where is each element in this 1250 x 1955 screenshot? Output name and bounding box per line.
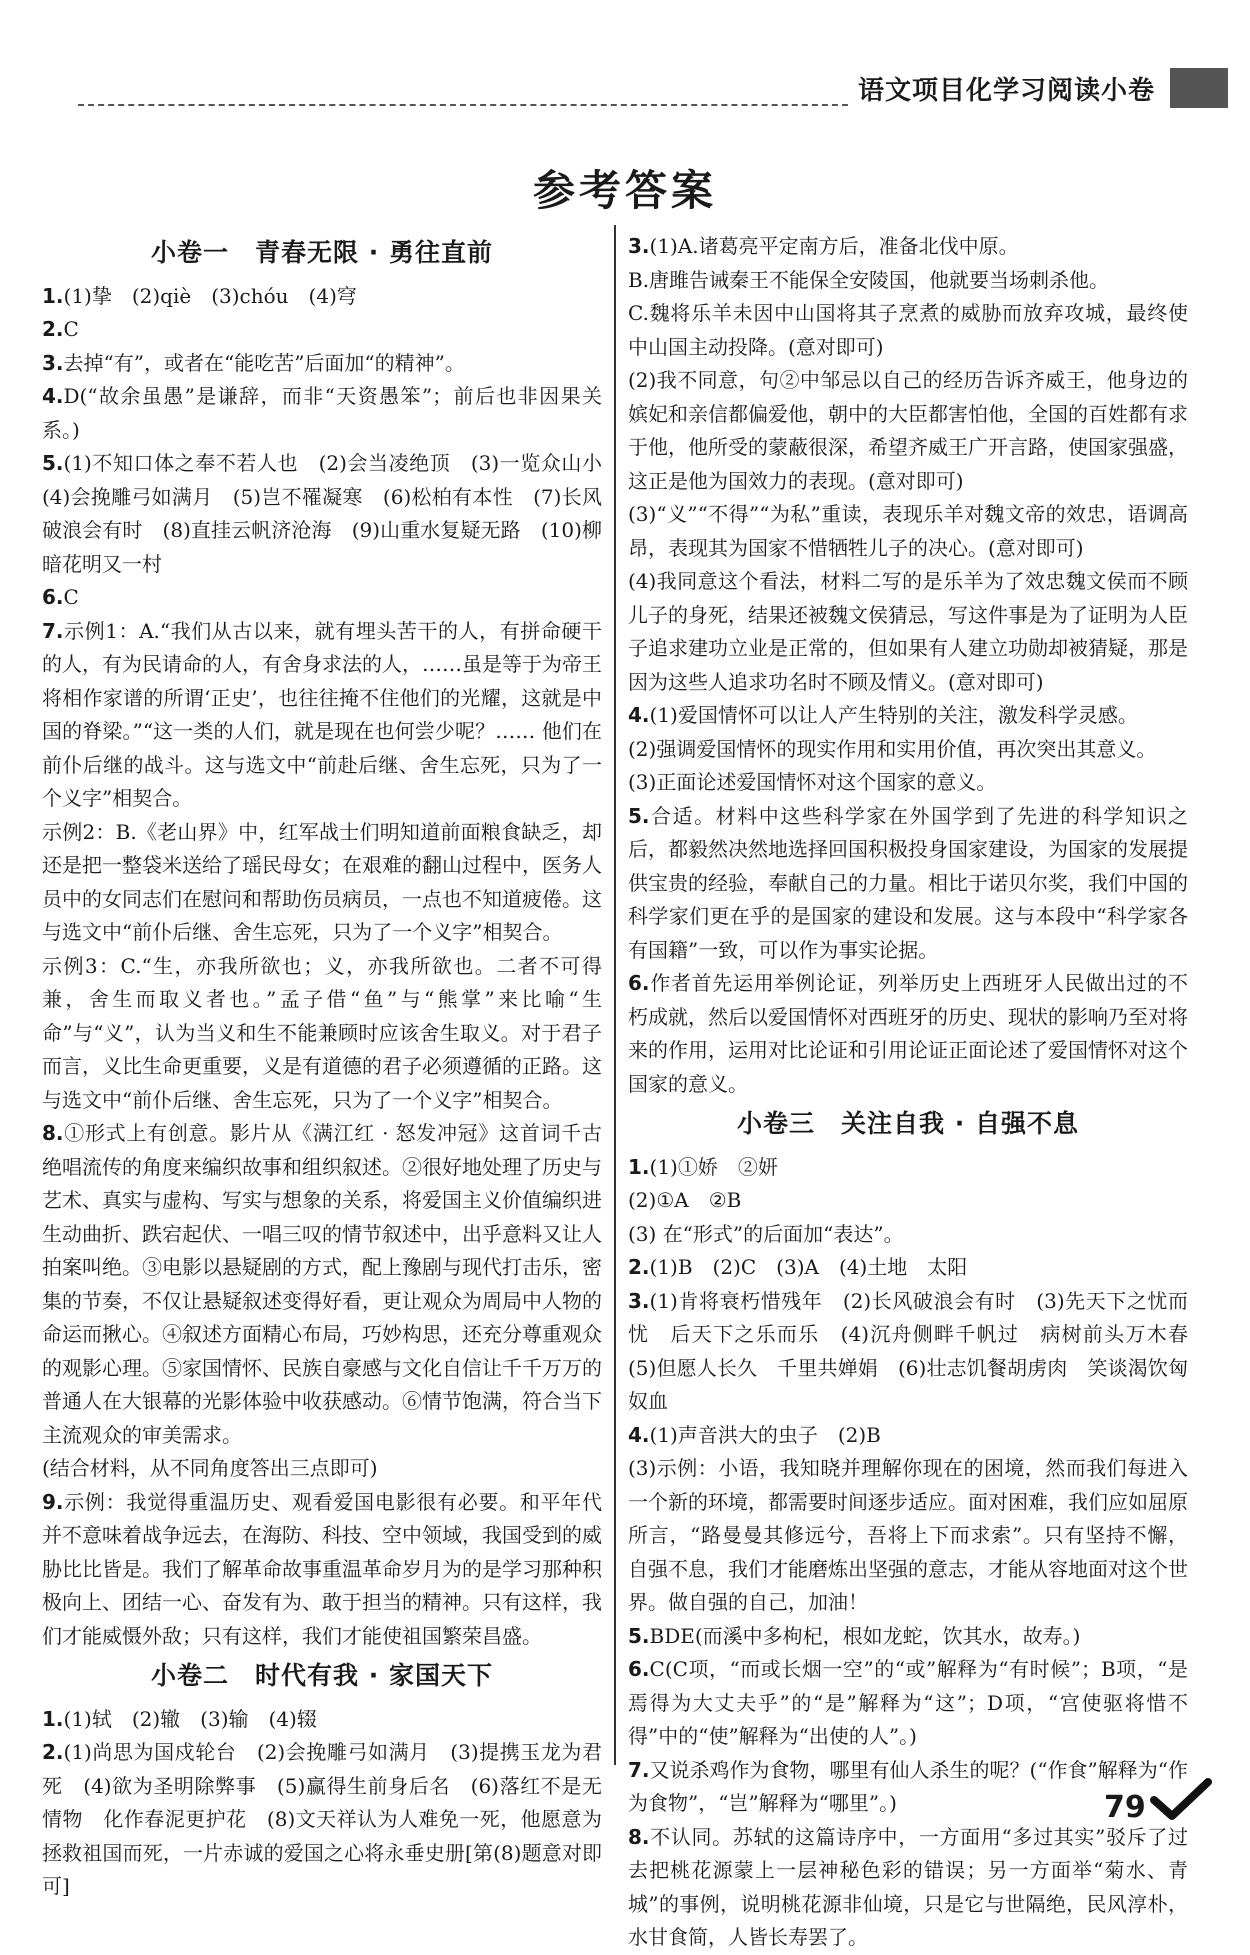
question-number: 7. — [628, 1757, 650, 1782]
question-number: 1. — [42, 283, 64, 308]
question-number: 3. — [628, 1288, 650, 1313]
answer-text: (2)我不同意，句②中邹忌以自己的经历告诉齐威王，他身边的嫔妃和亲信都偏爱他，朝中的大臣都害怕他，全国的百姓都有求于他，他所受的蒙蔽很深，希望齐威王广开言路，使国家强盛，这正是他为国效力的表现。(意对即可) — [628, 368, 1188, 493]
answer-item — [42, 816, 602, 950]
question-number: 8. — [42, 1121, 64, 1145]
answer-text: (3) 在“形式”的后面加“表达”。 — [628, 1221, 904, 1246]
answer-text: (1)挚 (2)qiè (3)chóu (4)穹 — [63, 283, 357, 308]
answer-text: 去掉“有”，或者在“能吃苦”后面加“的精神”。 — [63, 350, 465, 375]
answer-item — [42, 1736, 602, 1904]
answer-item — [628, 766, 1188, 800]
question-number: 5. — [42, 451, 64, 475]
answer-item — [628, 565, 1188, 699]
answer-text: B.唐雎告诫秦王不能保全安陵国，他就要当场刺杀他。 — [628, 267, 1110, 292]
answer-item — [42, 1117, 602, 1452]
answer-text: (2)①A ②B — [628, 1188, 742, 1212]
answer-text: (3)正面论述爱国情怀对这个国家的意义。 — [628, 770, 997, 794]
answer-text: 不认同。苏轼的这篇诗序中，一方面用“多过其实”驳斥了过去把桃花源蒙上一层神秘色彩的错误；另一方面举“菊水、青城”的事例，说明桃花源非仙境，只是它与世隔绝，民风淳朴，水甘食简，人皆长寿罢了。 — [628, 1824, 1188, 1949]
answer-text: (1)不知口体之奉不若人也 (2)会当凌绝顶 (3)一览众山小 (4)会挽雕弓如满月 (5)岂不罹凝寒 (6)松柏有本性 (7)长风破浪会有时 (8)直挂云帆济沧海 (9)山重水复疑无路 (10)柳暗花明又一村 — [42, 451, 622, 576]
answer-item — [628, 733, 1188, 767]
question-number: 6. — [628, 971, 650, 995]
answer-text: 作者首先运用举例论证，列举历史上西班牙人民做出过的不朽成就，然后以爱国情怀对西班牙的历史、现状的影响乃至对将来的作用，运用对比论证和引用论证正面论述了爱国情怀对这个国家的意义。 — [628, 971, 1188, 1096]
answer-item — [42, 615, 602, 816]
answer-item — [628, 297, 1188, 364]
question-number: 9. — [42, 1489, 64, 1514]
answer-item — [628, 1653, 1188, 1754]
header-gray-block — [1170, 68, 1228, 108]
answer-item — [42, 280, 602, 314]
question-number: 5. — [628, 1623, 650, 1648]
question-number: 4. — [628, 1422, 650, 1447]
answer-item — [628, 498, 1188, 565]
answer-text: 示例：我觉得重温历史、观看爱国电影很有必要。和平年代并不意味着战争远去，在海防、科技、空中领域，我国受到的威胁比比皆是。我们了解革命故事重温革命岁月为的是学习那种积极向上、团结一心、奋发有为、敢于担当的精神。只有这样，我们才能威慑外敌；只有这样，我们才能使祖国繁荣昌盛。 — [42, 1489, 602, 1648]
answer-text: (3)“义”“不得”“为私”重读，表现乐羊对魏文帝的效忠，语调高昂，表现其为国家不惜牺牲儿子的决心。(意对即可) — [628, 502, 1188, 560]
answer-item — [628, 1184, 1188, 1218]
answer-item — [42, 581, 602, 615]
answer-item — [42, 313, 602, 347]
answer-item — [628, 1251, 1188, 1285]
question-number: 2. — [628, 1255, 650, 1279]
question-number: 6. — [628, 1657, 650, 1681]
answer-item — [628, 699, 1188, 733]
question-number: 3. — [42, 350, 64, 375]
page-number: 79 — [1104, 1790, 1146, 1825]
question-number: 1. — [628, 1154, 650, 1179]
answer-item — [628, 1218, 1188, 1252]
answer-text: 示例1：A.“我们从古以来，就有埋头苦干的人，有拼命硬干的人，有为民请命的人，有舍身求法的人，……虽是等于为帝王将相作家谱的所谓‘正史’，也往往掩不住他们的光耀，这就是中国的脊梁。”“这一类的人们，就是现在也何尝少呢？…… 他们在前仆后继的战斗。这与选文中“前赴后继、舍生忘死，只为了一个义字”相契合。 — [42, 618, 602, 810]
question-number: 2. — [42, 1740, 64, 1764]
header-dashed-rule — [78, 104, 848, 106]
answer-item — [42, 380, 602, 447]
page-header — [78, 62, 1228, 112]
section-heading: 小卷二 时代有我 · 家国天下 — [151, 1661, 493, 1690]
right-column — [628, 230, 1208, 1955]
answer-text: 合适。材料中这些科学家在外国学到了先进的科学知识之后，都毅然决然地选择回国积极投身国家建设，为国家的发展提供宝贵的经验，奉献自己的力量。相比于诺贝尔奖，我们中国的科学家们更在乎的是国家的建设和发展。这与本段中“科学家各有国籍”一致，可以作为事实论据。 — [628, 803, 1188, 962]
answer-item — [628, 230, 1188, 264]
answer-text: C — [63, 317, 79, 341]
answer-text: (1)①娇 ②妍 — [649, 1154, 778, 1179]
answer-item — [628, 1452, 1188, 1620]
answer-text: (1)声音洪大的虫子 (2)B — [649, 1422, 881, 1447]
answer-text: 又说杀鸡作为食物，哪里有仙人杀生的呢？(“作食”解释为“作为食物”，“岂”解释为“哪里”。) — [628, 1757, 1188, 1815]
answer-text: (1)轼 (2)辙 (3)输 (4)辍 — [63, 1706, 317, 1731]
answer-item — [42, 1486, 602, 1654]
answer-item — [628, 800, 1188, 968]
answer-text: ①形式上有创意。影片从《满江红 · 怒发冲冠》这首词千古绝唱流传的角度来编织故事和组织叙述。②很好地处理了历史与艺术、真实与虚构、写实与想象的关系，将爱国主义价值编织进生动曲折、跌宕起伏、一唱三叹的情节叙述中，出乎意料又让人拍案叫绝。③电影以悬疑剧的方式，配上豫剧与现代打击乐，密集的节奏，不仅让悬疑叙述变得好看，更让观众为周局中人物的命运而揪心。④叙述方面精心布局，巧妙构思，还充分尊重观众的观影心理。⑤家国情怀、民族自豪感与文化自信让千千万万的普通人在大银幕的光影体验中收获感动。⑥情节饱满，符合当下主流观众的审美需求。 — [42, 1121, 602, 1447]
question-number: 7. — [42, 618, 64, 643]
answer-text: (1)尚思为国戍轮台 (2)会挽雕弓如满月 (3)提携玉龙为君死 (4)欲为圣明除弊事 (5)赢得生前身后名 (6)落红不是无情物 化作春泥更护花 (8)文天祥认为人难免一死，他愿意为拯救祖国而死，一片赤诚的爱国之心将永垂史册[第(8)题意对即可] — [42, 1740, 602, 1898]
answer-text: (1)爱国情怀可以让人产生特别的关注，激发科学灵感。 — [649, 703, 1138, 727]
answer-text: (1)B (2)C (3)A (4)土地 太阳 — [649, 1255, 968, 1279]
answer-item — [628, 967, 1188, 1101]
question-number: 1. — [42, 1706, 64, 1731]
answer-item — [628, 1151, 1188, 1185]
checkmark-icon — [1150, 1778, 1212, 1822]
question-number: 4. — [42, 384, 64, 408]
answer-text: BDE(而溪中多枸杞，根如龙蛇，饮其水，故寿。) — [649, 1623, 1081, 1648]
section-heading: 小卷三 关注自我 · 自强不息 — [737, 1109, 1079, 1138]
answer-text: (1)A.诸葛亮平定南方后，准备北伐中原。 — [649, 234, 1019, 258]
answer-item — [628, 1620, 1188, 1654]
question-number: 2. — [42, 317, 64, 341]
section-heading: 小卷一 青春无限 · 勇往直前 — [151, 238, 493, 267]
question-number: 8. — [628, 1824, 650, 1849]
answer-item — [42, 1703, 602, 1737]
answer-text: C(C项，“而或长烟一空”的“或”解释为“有时候”；B项，“是焉得为大丈夫乎”的“是”解释为“这”；D项，“宫使驱将惜不得”中的“使”解释为“出使的人”。) — [628, 1657, 1188, 1748]
answer-text: 示例3：C.“生，亦我所欲也；义，亦我所欲也。二者不可得兼，舍生而取义者也。”孟子借“鱼”与“熊掌”来比喻“生命”与“义”，认为当义和生不能兼顾时应该舍生取义。对于君子而言，义比生命更重要，义是有道德的君子必须遵循的正路。这与选文中“前仆后继、舍生忘死，只为了一个义字”相契合。 — [42, 953, 602, 1112]
question-number: 5. — [628, 803, 650, 828]
series-title: 语文项目化学习阅读小卷 — [858, 76, 1156, 106]
page-title: 参考答案 — [532, 166, 717, 215]
answer-item — [628, 1285, 1208, 1419]
answer-text: C — [63, 585, 79, 609]
answer-text: (4)我同意这个看法，材料二写的是乐羊为了效忠魏文侯而不顾儿子的身死，结果还被魏文侯猜忌，写这件事是为了证明为人臣子追求建功立业是正常的，但如果有人建立功勋却被猜疑，那是因为这些人追求功名时不顾及情义。(意对即可) — [628, 569, 1188, 694]
answer-item — [42, 950, 602, 1118]
answer-item — [628, 264, 1188, 298]
answer-item — [628, 1821, 1188, 1955]
answer-text: (1)肯将衰朽惜残年 (2)长风破浪会有时 (3)先天下之忧而忧 后天下之乐而乐 (4)沉舟侧畔千帆过 病树前头万木春 (5)但愿人长久 千里共婵娟 (6)壮志饥餐胡虏肉 笑谈渴饮匈奴血 — [628, 1288, 1208, 1413]
answer-text: 示例2：B.《老山界》中，红军战士们明知道前面粮食缺乏，却还是把一整袋米送给了瑶民母女；在艰难的翻山过程中，医务人员中的女同志们在慰问和帮助伤员病员，一点也不知道疲倦。这与选文中“前仆后继、舍生忘死，只为了一个义字”相契合。 — [42, 819, 602, 944]
answer-text: (结合材料，从不同角度答出三点即可) — [42, 1456, 378, 1480]
answer-text: (2)强调爱国情怀的现实作用和实用价值，再次突出其意义。 — [628, 736, 1157, 761]
answer-text: (3)示例：小语，我知晓并理解你现在的困境，然而我们每进入一个新的环境，都需要时间逐步适应。面对困难，我们应如屈原所言，“路曼曼其修远兮，吾将上下而求索”。只有坚持不懈，自强不息，我们才能磨炼出坚强的意志，才能从容地面对这个世界。做自强的自己，加油！ — [628, 1456, 1188, 1614]
answer-item — [42, 347, 602, 381]
answer-text: D(“故余虽愚”是谦辞，而非“天资愚笨”；前后也非因果关系。) — [42, 384, 602, 442]
answer-text: C.魏将乐羊未因中山国将其子烹煮的威胁而放弃攻城，最终使中山国主动投降。(意对即可) — [628, 301, 1188, 359]
answer-item — [628, 1419, 1188, 1453]
answer-item — [42, 447, 622, 581]
question-number: 3. — [628, 234, 650, 258]
question-number: 6. — [42, 585, 64, 609]
question-number: 4. — [628, 703, 650, 727]
answer-item — [42, 1452, 602, 1486]
left-column — [42, 230, 622, 1904]
answer-item — [628, 364, 1188, 498]
